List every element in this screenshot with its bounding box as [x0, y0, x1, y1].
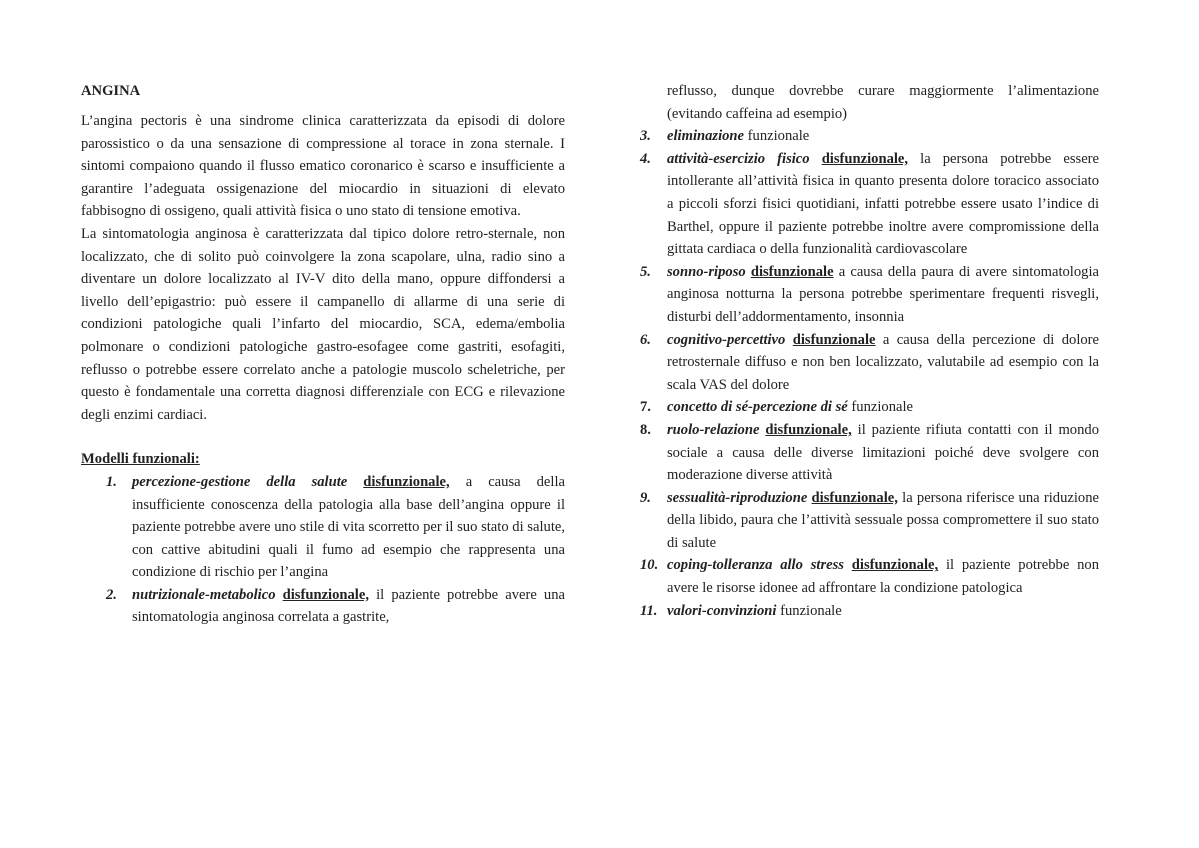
item-status: disfunzionale,: [282, 586, 369, 603]
list-item: [640, 554, 1099, 599]
item-number: 8.: [640, 421, 651, 438]
item-term: sonno-riposo: [667, 263, 746, 280]
symptoms-paragraph: La sintomatologia anginosa è caratterizzata dal tipico dolore retro-sternale, non localizzato, che di solito può coinvolgere la zona scapolare, ulna, radio sino a diventare un dolore localizzato al IV-V dito della mano, oppure diffondersi a livello dell’epigastrio: può essere il campanello di allarme di una serie di condizioni patologiche quali l’infarto del miocardio, SCA, edema/embolia polmonare o condizioni patologiche gastro-esofagee come gastriti, esofagiti, reflusso o potrebbe essere correlato anche a patologie muscolo scheletriche, per questo è fondamentale una corretta diagnosi differenziale con ECG e rilevazione degli enzimi cardiaci.: [81, 225, 565, 423]
item-text: il paziente potrebbe non avere le risorse idonee ad affrontare la condizione patologica: [667, 557, 1100, 597]
item-term: concetto di sé-percezione di sé: [667, 399, 848, 416]
functional-models-list-continued: [640, 125, 1099, 622]
item-number: 9.: [640, 489, 651, 506]
section-heading: Modelli funzionali:: [81, 451, 200, 468]
item-text: funzionale: [847, 399, 914, 416]
item-number: 2.: [106, 586, 117, 603]
item-text: funzionale: [744, 128, 810, 145]
item-term: cognitivo-percettivo: [667, 331, 786, 348]
item-status: disfunzionale: [750, 263, 834, 280]
list-item: [640, 487, 1099, 555]
item-number: 1.: [106, 473, 117, 490]
item-number: 11.: [640, 602, 658, 619]
list-item: [640, 329, 1099, 397]
item-number: 5.: [640, 263, 651, 280]
item-number: 4.: [640, 150, 651, 167]
list-item: [81, 584, 565, 629]
list-item: [640, 148, 1099, 261]
list-item: [640, 396, 1099, 419]
item-text: il paziente potrebbe avere una sintomatologia anginosa correlata a gastrite,: [132, 586, 565, 626]
list-item: [640, 261, 1099, 329]
item-text: a causa della insufficiente conoscenza della patologia alla base dell’angina oppure il paziente potrebbe avere uno stile di vita scorretto per il suo stato di salute, con cattive abitudini quali il fumo ad esempio che rappresenta una condizione di rischio per l’angina: [132, 473, 565, 581]
item-term: valori-convinzioni: [667, 602, 777, 619]
list-item: [640, 600, 1099, 623]
list-item: [640, 125, 1099, 148]
item-number: 3.: [640, 128, 651, 145]
document-title: ANGINA: [81, 83, 141, 99]
item-text: a causa della percezione di dolore retrosternale diffuso e non ben localizzato, valutabile ad esempio con la scala VAS del dolore: [667, 331, 1100, 393]
left-column: [81, 80, 565, 629]
item-status: disfunzionale: [792, 331, 876, 348]
item-term: percezione-gestione della salute: [132, 473, 348, 490]
right-column: [640, 80, 1099, 622]
item-number: 10.: [640, 557, 659, 574]
item-status: disfunzionale,: [851, 557, 939, 574]
functional-models-list: [81, 471, 565, 629]
item-term: sessualità-riproduzione: [667, 489, 808, 506]
list-item: [81, 471, 565, 584]
item-number: 6.: [640, 331, 651, 348]
item-status: disfunzionale,: [363, 473, 450, 490]
item-text: a causa della paura di avere sintomatologia anginosa notturna la persona potrebbe sperimentare frequenti risvegli, disturbi dell’addormentamento, insonnia: [667, 263, 1099, 325]
item-number: 7.: [640, 399, 651, 416]
item-continuation: reflusso, dunque dovrebbe curare maggiormente l’alimentazione (evitando caffeina ad esempio): [667, 83, 1099, 122]
item-term: ruolo-relazione: [667, 421, 760, 438]
item-term: nutrizionale-metabolico: [132, 586, 276, 603]
item-term: attività-esercizio fisico: [667, 150, 810, 167]
item-text: la persona potrebbe essere intollerante all’attività fisica in quanto presenta dolore toracico associato a piccoli sforzi fisici quotidiani, infatti potrebbe essere usato l’indice di Barthel, oppure il paziente potrebbe inoltre avere compromissione della gittata cardiaca o della funzionalità cardiovascolare: [667, 150, 1100, 258]
item-status: disfunzionale,: [765, 421, 852, 438]
item-text: funzionale: [776, 602, 842, 619]
item-status: disfunzionale,: [811, 489, 898, 506]
item-text: il paziente rifiuta contatti con il mondo sociale a causa delle diverse limitazioni poiché deve svolgere con moderazione diverse attività: [667, 421, 1099, 484]
item-text: la persona riferisce una riduzione della libido, paura che l’attività sessuale possa compromettere il suo stato di salute: [667, 489, 1099, 551]
item-term: eliminazione: [667, 128, 745, 145]
item-term: coping-tolleranza allo stress: [667, 557, 844, 574]
intro-paragraph: L’angina pectoris è una sindrome clinica caratterizzata da episodi di dolore parossistico o da una sensazione di compressione al torace in zona sternale. I sintomi compaiono quando il flusso ematico coronarico è scarso e insufficiente a garantire l’adeguata ossigenazione del miocardio in situazioni di elevato fabbisogno di ossigeno, quali attività fisica o uno stato di tensione emotiva.: [81, 113, 565, 220]
item-status: disfunzionale,: [821, 150, 909, 167]
list-item: [640, 419, 1099, 487]
